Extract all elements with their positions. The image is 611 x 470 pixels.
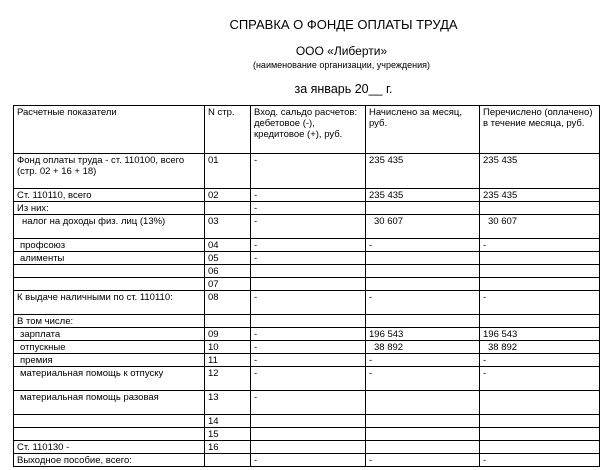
row-accrued: - — [366, 291, 480, 315]
row-saldo: - — [251, 239, 366, 252]
row-paid: 235 435 — [480, 154, 600, 189]
row-number — [205, 454, 251, 467]
row-paid — [480, 278, 600, 291]
table-row — [14, 441, 600, 454]
row-paid: - — [480, 454, 600, 467]
row-accrued: 235 435 — [366, 154, 480, 189]
table-row — [14, 154, 600, 189]
row-label: Ст. 110110, всего — [14, 189, 205, 202]
row-label: Ст. 110130 - — [14, 441, 205, 454]
row-accrued: 196 543 — [366, 328, 480, 341]
row-label: алименты — [14, 252, 205, 265]
row-paid: 235 435 — [480, 189, 600, 202]
row-accrued — [366, 278, 480, 291]
row-accrued — [366, 415, 480, 428]
row-label — [14, 415, 205, 428]
row-saldo: - — [251, 341, 366, 354]
row-label: зарплата — [14, 328, 205, 341]
row-paid: 30 607 — [480, 215, 600, 239]
row-paid: - — [480, 239, 600, 252]
table-row — [14, 202, 600, 215]
row-saldo — [251, 278, 366, 291]
table-row — [14, 265, 600, 278]
table-row — [14, 428, 600, 441]
row-accrued — [366, 202, 480, 215]
row-label — [14, 265, 205, 278]
row-label: профсоюз — [14, 239, 205, 252]
row-paid: - — [480, 367, 600, 391]
row-label: отпускные — [14, 341, 205, 354]
table-row — [14, 239, 600, 252]
column-header: Перечислено (оплачено) в течение месяца, руб. — [480, 106, 600, 154]
row-number: 09 — [205, 328, 251, 341]
row-number: 14 — [205, 415, 251, 428]
row-saldo: - — [251, 328, 366, 341]
row-accrued: - — [366, 454, 480, 467]
row-paid — [480, 441, 600, 454]
table-row — [14, 415, 600, 428]
row-saldo: - — [251, 391, 366, 415]
table-row — [14, 189, 600, 202]
row-saldo: - — [251, 215, 366, 239]
row-accrued — [366, 252, 480, 265]
row-label: К выдаче наличными по ст. 110110: — [14, 291, 205, 315]
report-period: за январь 20__ г. — [294, 82, 393, 96]
row-label: В том числе: — [14, 315, 205, 328]
row-saldo: - — [251, 189, 366, 202]
row-label: налог на доходы физ. лиц (13%) — [14, 215, 205, 239]
row-paid — [480, 202, 600, 215]
table-row — [14, 291, 600, 315]
row-label: премия — [14, 354, 205, 367]
row-number: 02 — [205, 189, 251, 202]
row-accrued: 235 435 — [366, 189, 480, 202]
table-row — [14, 315, 600, 328]
row-number — [205, 202, 251, 215]
row-saldo: - — [251, 291, 366, 315]
row-label: материальная помощь разовая — [14, 391, 205, 415]
row-number: 04 — [205, 239, 251, 252]
row-accrued — [366, 428, 480, 441]
row-paid — [480, 391, 600, 415]
table-row — [14, 391, 600, 415]
row-label: материальная помощь к отпуску — [14, 367, 205, 391]
table-row — [14, 341, 600, 354]
row-saldo: - — [251, 252, 366, 265]
row-accrued — [366, 265, 480, 278]
table-header-row — [14, 106, 600, 154]
row-paid: 38 892 — [480, 341, 600, 354]
row-saldo — [251, 415, 366, 428]
row-paid — [480, 428, 600, 441]
table-row — [14, 354, 600, 367]
row-paid — [480, 252, 600, 265]
row-saldo — [251, 441, 366, 454]
row-saldo — [251, 428, 366, 441]
row-accrued: 38 892 — [366, 341, 480, 354]
table-row — [14, 367, 600, 391]
row-accrued — [366, 391, 480, 415]
row-saldo — [251, 315, 366, 328]
row-paid: 196 543 — [480, 328, 600, 341]
row-paid — [480, 265, 600, 278]
column-header: Начислено за месяц, руб. — [366, 106, 480, 154]
row-number: 11 — [205, 354, 251, 367]
row-saldo: - — [251, 202, 366, 215]
column-header: Расчетные показатели — [14, 106, 205, 154]
column-header: N стр. — [205, 106, 251, 154]
row-saldo — [251, 265, 366, 278]
row-accrued — [366, 441, 480, 454]
row-number: 13 — [205, 391, 251, 415]
row-number: 10 — [205, 341, 251, 354]
row-number: 01 — [205, 154, 251, 189]
row-label — [14, 278, 205, 291]
row-number: 12 — [205, 367, 251, 391]
row-number: 07 — [205, 278, 251, 291]
organization-caption: (наименование организации, учреждения) — [252, 60, 431, 70]
table-row — [14, 252, 600, 265]
row-paid: - — [480, 354, 600, 367]
row-saldo: - — [251, 454, 366, 467]
row-saldo: - — [251, 367, 366, 391]
row-accrued: - — [366, 239, 480, 252]
row-label: Из них: — [14, 202, 205, 215]
row-paid — [480, 315, 600, 328]
row-accrued — [366, 315, 480, 328]
table-row — [14, 454, 600, 467]
table-row — [14, 278, 600, 291]
row-accrued: 30 607 — [366, 215, 480, 239]
row-saldo: - — [251, 154, 366, 189]
table-row — [14, 328, 600, 341]
row-accrued: - — [366, 354, 480, 367]
table-row — [14, 215, 600, 239]
organization-name: ООО «Либерти» — [295, 44, 388, 58]
row-accrued: - — [366, 367, 480, 391]
payroll-table — [13, 105, 600, 467]
row-saldo: - — [251, 354, 366, 367]
row-number: 15 — [205, 428, 251, 441]
row-number: 06 — [205, 265, 251, 278]
row-label: Фонд оплаты труда - ст. 110100, всего (стр. 02 + 16 + 18) — [14, 154, 205, 189]
row-number: 16 — [205, 441, 251, 454]
row-label — [14, 428, 205, 441]
row-number: 03 — [205, 215, 251, 239]
row-label: Выходное пособие, всего: — [14, 454, 205, 467]
column-header: Вход. сальдо расчетов: дебетовое (-), кредитовое (+), руб. — [251, 106, 366, 154]
row-number: 08 — [205, 291, 251, 315]
row-number: 05 — [205, 252, 251, 265]
row-paid: - — [480, 291, 600, 315]
row-number — [205, 315, 251, 328]
row-paid — [480, 415, 600, 428]
document-title: СПРАВКА О ФОНДЕ ОПЛАТЫ ТРУДА — [229, 17, 458, 32]
